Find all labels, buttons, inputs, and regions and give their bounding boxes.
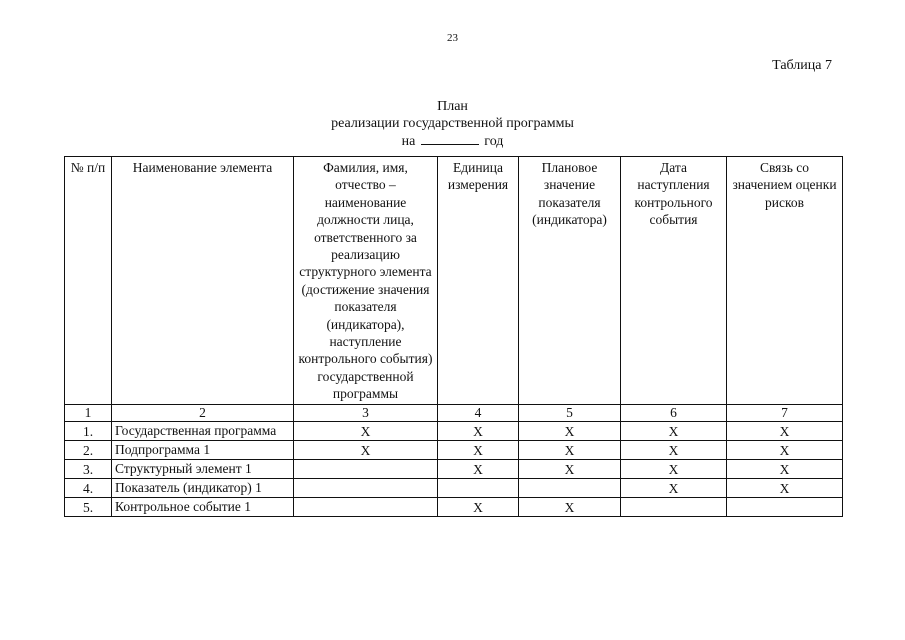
column-header: Фамилия, имя, отчество – наименование должности лица, ответственного за реализацию структурного элемента (достижение значения показателя (индикатора), наступление контрольного события) государственной программы (294, 157, 438, 405)
table-row (65, 478, 843, 497)
cell: Х (438, 497, 519, 516)
document-title (0, 98, 905, 150)
column-number: 4 (438, 404, 519, 421)
table-label: Таблица 7 (772, 58, 832, 73)
year-blank-line (421, 132, 479, 145)
element-name: Подпрограмма 1 (112, 440, 294, 459)
element-name: Показатель (индикатор) 1 (112, 478, 294, 497)
column-header: Единица измерения (438, 157, 519, 405)
cell: Х (621, 421, 727, 440)
cell: Х (621, 478, 727, 497)
cell: Х (621, 459, 727, 478)
column-header: Дата наступления контрольного события (621, 157, 727, 405)
cell: Х (727, 478, 843, 497)
column-number: 1 (65, 404, 112, 421)
cell (438, 478, 519, 497)
column-number: 5 (519, 404, 621, 421)
cell: Х (519, 440, 621, 459)
cell: Х (294, 421, 438, 440)
row-number: 4. (65, 478, 112, 497)
cell: Х (438, 440, 519, 459)
title-prefix: на (401, 134, 416, 149)
cell (621, 497, 727, 516)
page-number: 23 (447, 32, 458, 44)
table-row (65, 421, 843, 440)
table-row (65, 440, 843, 459)
cell: Х (438, 421, 519, 440)
title-line-1: План (437, 99, 468, 114)
column-header: Связь со значением оценки рисков (727, 157, 843, 405)
column-number: 3 (294, 404, 438, 421)
cell: Х (621, 440, 727, 459)
cell: Х (519, 459, 621, 478)
cell (294, 459, 438, 478)
cell: Х (438, 459, 519, 478)
column-number: 6 (621, 404, 727, 421)
column-number-row (65, 404, 843, 421)
cell: Х (519, 497, 621, 516)
cell (727, 497, 843, 516)
title-line-2: реализации государственной программы (331, 116, 574, 131)
header-row (65, 157, 843, 405)
element-name: Структурный элемент 1 (112, 459, 294, 478)
cell (294, 497, 438, 516)
title-suffix: год (484, 134, 504, 149)
table-row (65, 497, 843, 516)
row-number: 5. (65, 497, 112, 516)
cell: Х (727, 421, 843, 440)
plan-table (64, 156, 843, 517)
row-number: 2. (65, 440, 112, 459)
column-header: № п/п (65, 157, 112, 405)
row-number: 1. (65, 421, 112, 440)
cell: Х (727, 440, 843, 459)
column-number: 7 (727, 404, 843, 421)
row-number: 3. (65, 459, 112, 478)
cell (294, 478, 438, 497)
cell: Х (727, 459, 843, 478)
column-header: Плановое значение показателя (индикатора) (519, 157, 621, 405)
title-line-3 (0, 132, 905, 150)
column-header: Наименование элемента (112, 157, 294, 405)
table-row (65, 459, 843, 478)
element-name: Контрольное событие 1 (112, 497, 294, 516)
cell: Х (294, 440, 438, 459)
cell: Х (519, 421, 621, 440)
element-name: Государственная программа (112, 421, 294, 440)
column-number: 2 (112, 404, 294, 421)
cell (519, 478, 621, 497)
